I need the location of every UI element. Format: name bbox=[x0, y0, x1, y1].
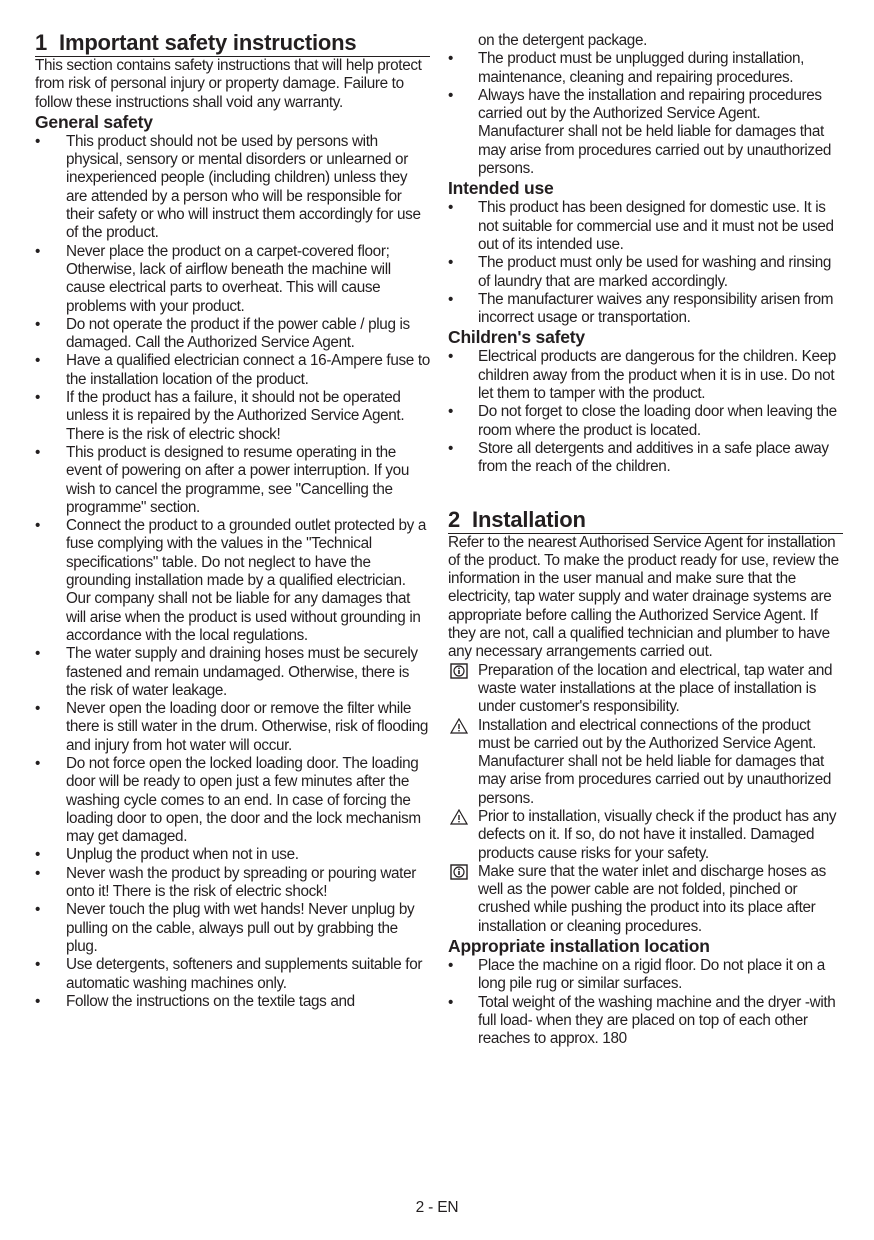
info-note: Make sure that the water inlet and discharge hoses as well as the power cable are not folded, pinched or crushed while pushing the product into its place after installation or cleaning procedures. bbox=[448, 863, 843, 936]
bullet: • bbox=[448, 403, 454, 421]
warning-note: Installation and electrical connections of the product must be carried out by the Authorized Service Agent. Manufacturer shall not be held liable for damages that may arise from procedures carried out by unauthorized persons. bbox=[448, 717, 843, 808]
list-item: • Store all detergents and additives in a safe place away from the reach of the children. bbox=[448, 439, 829, 476]
list-item: • This product has been designed for domestic use. It is not suitable for commercial use and it must not be used out of its intended use. bbox=[448, 199, 834, 253]
list-item: • Have a qualified electrician connect a 16-Ampere fuse to the installation location of the product. bbox=[35, 352, 430, 388]
list-item: • The product must only be used for washing and rinsing of laundry that are marked accordingly. bbox=[448, 254, 832, 290]
section-1-intro: This section contains safety instructions that will help protect from risk of personal injury or property damage. Failure to follow these instructions shall void any warranty. bbox=[35, 57, 422, 111]
bullet: • bbox=[448, 254, 454, 272]
list-item: • Electrical products are dangerous for the children. Keep children away from the product when it is in use. Do not let them to tamper with the product. bbox=[448, 348, 836, 403]
section-2-title bbox=[448, 507, 843, 534]
bullet: • bbox=[35, 389, 41, 407]
list-item: • Do not force open the locked loading door. The loading door will be ready to open just a few minutes after the washing cycle comes to an end. In case of forcing the loading door to open, the door and the lock mechanism may get damaged. bbox=[35, 754, 421, 846]
list-item: • Connect the product to a grounded outlet protected by a fuse complying with the values in the "Technical specifications" table. Do not neglect to have the grounding installation made by a qualified electrician. Our company shall not be liable for any damages that will arise when the product is used without grounding in accordance with the local regulations. bbox=[35, 517, 427, 644]
section-spacer bbox=[448, 477, 843, 507]
childrens-safety-list bbox=[448, 348, 843, 476]
warning-icon bbox=[450, 809, 468, 825]
bullet: • bbox=[35, 443, 41, 461]
bullet: • bbox=[35, 645, 41, 663]
bullet: • bbox=[35, 700, 41, 718]
list-item: • Never place the product on a carpet-covered floor; Otherwise, lack of airflow beneath the machine will cause electrical parts to overheat. This will cause problems with your product. bbox=[35, 242, 391, 315]
list-item: • Never touch the plug with wet hands! Never unplug by pulling on the cable, always pull out by grabbing the plug. bbox=[35, 901, 415, 955]
section-title-text: Installation bbox=[472, 506, 586, 532]
section-number: 2 bbox=[448, 506, 461, 532]
bullet: • bbox=[448, 439, 454, 457]
list-item: • Do not forget to close the loading door when leaving the room where the product is located. bbox=[448, 403, 837, 439]
installation-location-list bbox=[448, 957, 843, 1048]
bullet: • bbox=[35, 956, 41, 974]
info-note: Preparation of the location and electrical, tap water and waste water installations at the place of installation is under customer's responsibility. bbox=[448, 662, 843, 717]
list-item: • Never open the loading door or remove the filter while there is still water in the drum. Otherwise, risk of flooding and injury from hot water will occur. bbox=[35, 700, 429, 754]
right-column bbox=[448, 32, 843, 1049]
list-item: • Place the machine on a rigid floor. Do not place it on a long pile rug or similar surfaces. bbox=[448, 957, 825, 993]
list-item: • Do not operate the product if the power cable / plug is damaged. Call the Authorized Service Agent. bbox=[35, 315, 410, 352]
list-item: • The product must be unplugged during installation, maintenance, cleaning and repairing procedures. bbox=[448, 50, 805, 86]
list-item: • If the product has a failure, it should not be operated unless it is repaired by the Authorized Service Agent. There is the risk of electric shock! bbox=[35, 389, 405, 443]
intended-use-list bbox=[448, 199, 843, 327]
installation-location-heading: Appropriate installation location bbox=[448, 936, 710, 957]
bullet: • bbox=[448, 348, 454, 366]
bullet: • bbox=[448, 957, 454, 975]
list-item: • Follow the instructions on the textile tags and bbox=[35, 992, 355, 1010]
continued-text: on the detergent package. bbox=[478, 32, 648, 49]
section-number: 1 bbox=[35, 30, 48, 55]
bullet: • bbox=[35, 864, 41, 882]
list-item: • The water supply and draining hoses must be securely fastened and remain undamaged. Otherwise, there is the risk of water leakage. bbox=[35, 645, 418, 699]
bullet: • bbox=[35, 846, 41, 864]
list-item: • The manufacturer waives any responsibility arisen from incorrect usage or transportation. bbox=[448, 290, 834, 327]
list-item: • This product is designed to resume operating in the event of powering on after a power interruption. If you wish to cancel the programme, see "Cancelling the programme" section. bbox=[35, 443, 409, 516]
bullet: • bbox=[35, 517, 41, 535]
bullet: • bbox=[35, 132, 41, 150]
intended-use-heading: Intended use bbox=[448, 178, 554, 199]
bullet: • bbox=[35, 754, 41, 772]
section-title-text: Important safety instructions bbox=[59, 30, 357, 55]
general-safety-list bbox=[35, 133, 430, 1011]
section-2-intro: Refer to the nearest Authorised Service Agent for installation of the product. To make the product ready for use, review the information in the user manual and make sure that the electricity, tap water supply and water drainage systems are appropriate before calling the Authorized Service Agent. If they are not, call a qualified technician and plumber to have any necessary arrangements carried out. bbox=[448, 533, 839, 661]
left-column bbox=[35, 30, 430, 1011]
warning-note: Prior to installation, visually check if the product has any defects on it. If so, do not have it installed. Damaged products cause risks for your safety. bbox=[448, 808, 843, 863]
list-item: • Never wash the product by spreading or pouring water onto it! There is the risk of electric shock! bbox=[35, 864, 416, 901]
bullet: • bbox=[448, 50, 454, 68]
childrens-safety-heading: Children's safety bbox=[448, 327, 585, 348]
section-1-title bbox=[35, 30, 430, 57]
bullet: • bbox=[35, 901, 41, 919]
info-icon bbox=[450, 864, 468, 880]
info-icon bbox=[450, 663, 468, 679]
bullet: • bbox=[35, 352, 41, 370]
list-item: • This product should not be used by persons with physical, sensory or mental disorders or unlearned or inexperienced people (including children) unless they are attended by a person who will be responsible for their safety or who will instruct them accordingly for use of the product. bbox=[35, 132, 421, 242]
bullet: • bbox=[448, 290, 454, 308]
bullet: • bbox=[448, 86, 454, 104]
bullet: • bbox=[448, 993, 454, 1011]
bullet: • bbox=[35, 992, 41, 1010]
list-item: • Always have the installation and repairing procedures carried out by the Authorized Service Agent. Manufacturer shall not be held liable for damages that may arise from procedures carried out by unauthorized persons. bbox=[448, 86, 832, 178]
general-safety-list-continued bbox=[448, 50, 843, 178]
page-number: 2 - EN bbox=[415, 1199, 459, 1216]
general-safety-heading: General safety bbox=[35, 111, 153, 132]
list-item: • Use detergents, softeners and supplements suitable for automatic washing machines only. bbox=[35, 956, 423, 992]
bullet: • bbox=[35, 242, 41, 260]
bullet: • bbox=[448, 199, 454, 217]
warning-icon bbox=[450, 718, 468, 734]
list-item: • Total weight of the washing machine and the dryer -with full load- when they are placed on top of each other reaches to approx. 180 bbox=[448, 993, 836, 1048]
bullet: • bbox=[35, 315, 41, 333]
list-item: • Unplug the product when not in use. bbox=[35, 846, 299, 864]
